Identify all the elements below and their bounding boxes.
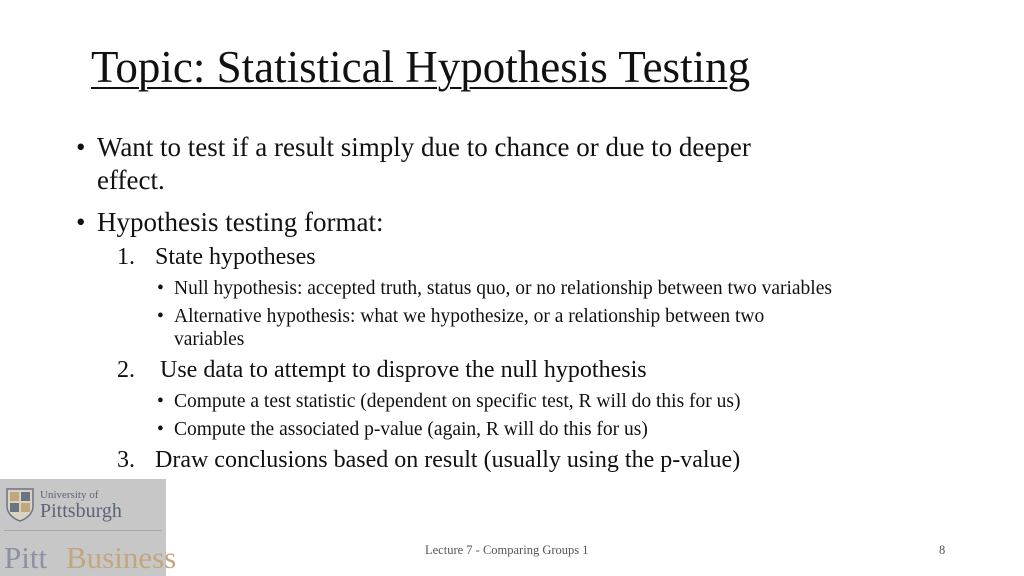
sub-bullet-text: Alternative hypothesis: what we hypothesize, or a relationship between two: [174, 306, 765, 327]
sub-bullet-marker: •: [157, 419, 164, 440]
logo-pitt-wordmark: Pitt: [4, 540, 48, 575]
sub-bullet-marker: •: [157, 306, 164, 327]
sub-bullet-marker: •: [157, 391, 164, 412]
sub-bullet-text: Null hypothesis: accepted truth, status quo, or no relationship between two variables: [174, 278, 832, 299]
step-number: 2.: [117, 357, 135, 383]
step-number: 3.: [117, 447, 135, 473]
bullet-marker: •: [76, 207, 86, 237]
sub-bullet-text: variables: [174, 329, 245, 350]
slide-title: Topic: Statistical Hypothesis Testing: [91, 42, 751, 92]
page-number: 8: [939, 543, 946, 557]
step-text: Use data to attempt to disprove the null hypothesis: [160, 357, 647, 383]
bullet-text-line: effect.: [97, 165, 165, 195]
sub-bullet-text: Compute a test statistic (dependent on specific test, R will do this for us): [174, 391, 741, 412]
university-logo: [0, 479, 177, 576]
logo-pittsburgh: Pittsburgh: [40, 500, 122, 522]
university-shield-icon: [6, 488, 34, 522]
sub-bullet-marker: •: [157, 278, 164, 299]
logo-university-of: University of: [40, 489, 99, 501]
bullet-text: Hypothesis testing format:: [97, 207, 384, 237]
step-text: Draw conclusions based on result (usually using the p-value): [155, 447, 741, 473]
step-number: 1.: [117, 244, 135, 270]
sub-bullet-text: Compute the associated p-value (again, R will do this for us): [174, 419, 648, 440]
bullet-marker: •: [76, 132, 86, 162]
logo-divider: [4, 530, 162, 531]
logo-business-wordmark: Business: [66, 540, 177, 575]
footer-lecture-title: Lecture 7 - Comparing Groups 1: [425, 543, 589, 557]
bullet-text-line: Want to test if a result simply due to chance or due to deeper: [97, 132, 751, 162]
step-text: State hypotheses: [155, 244, 316, 270]
